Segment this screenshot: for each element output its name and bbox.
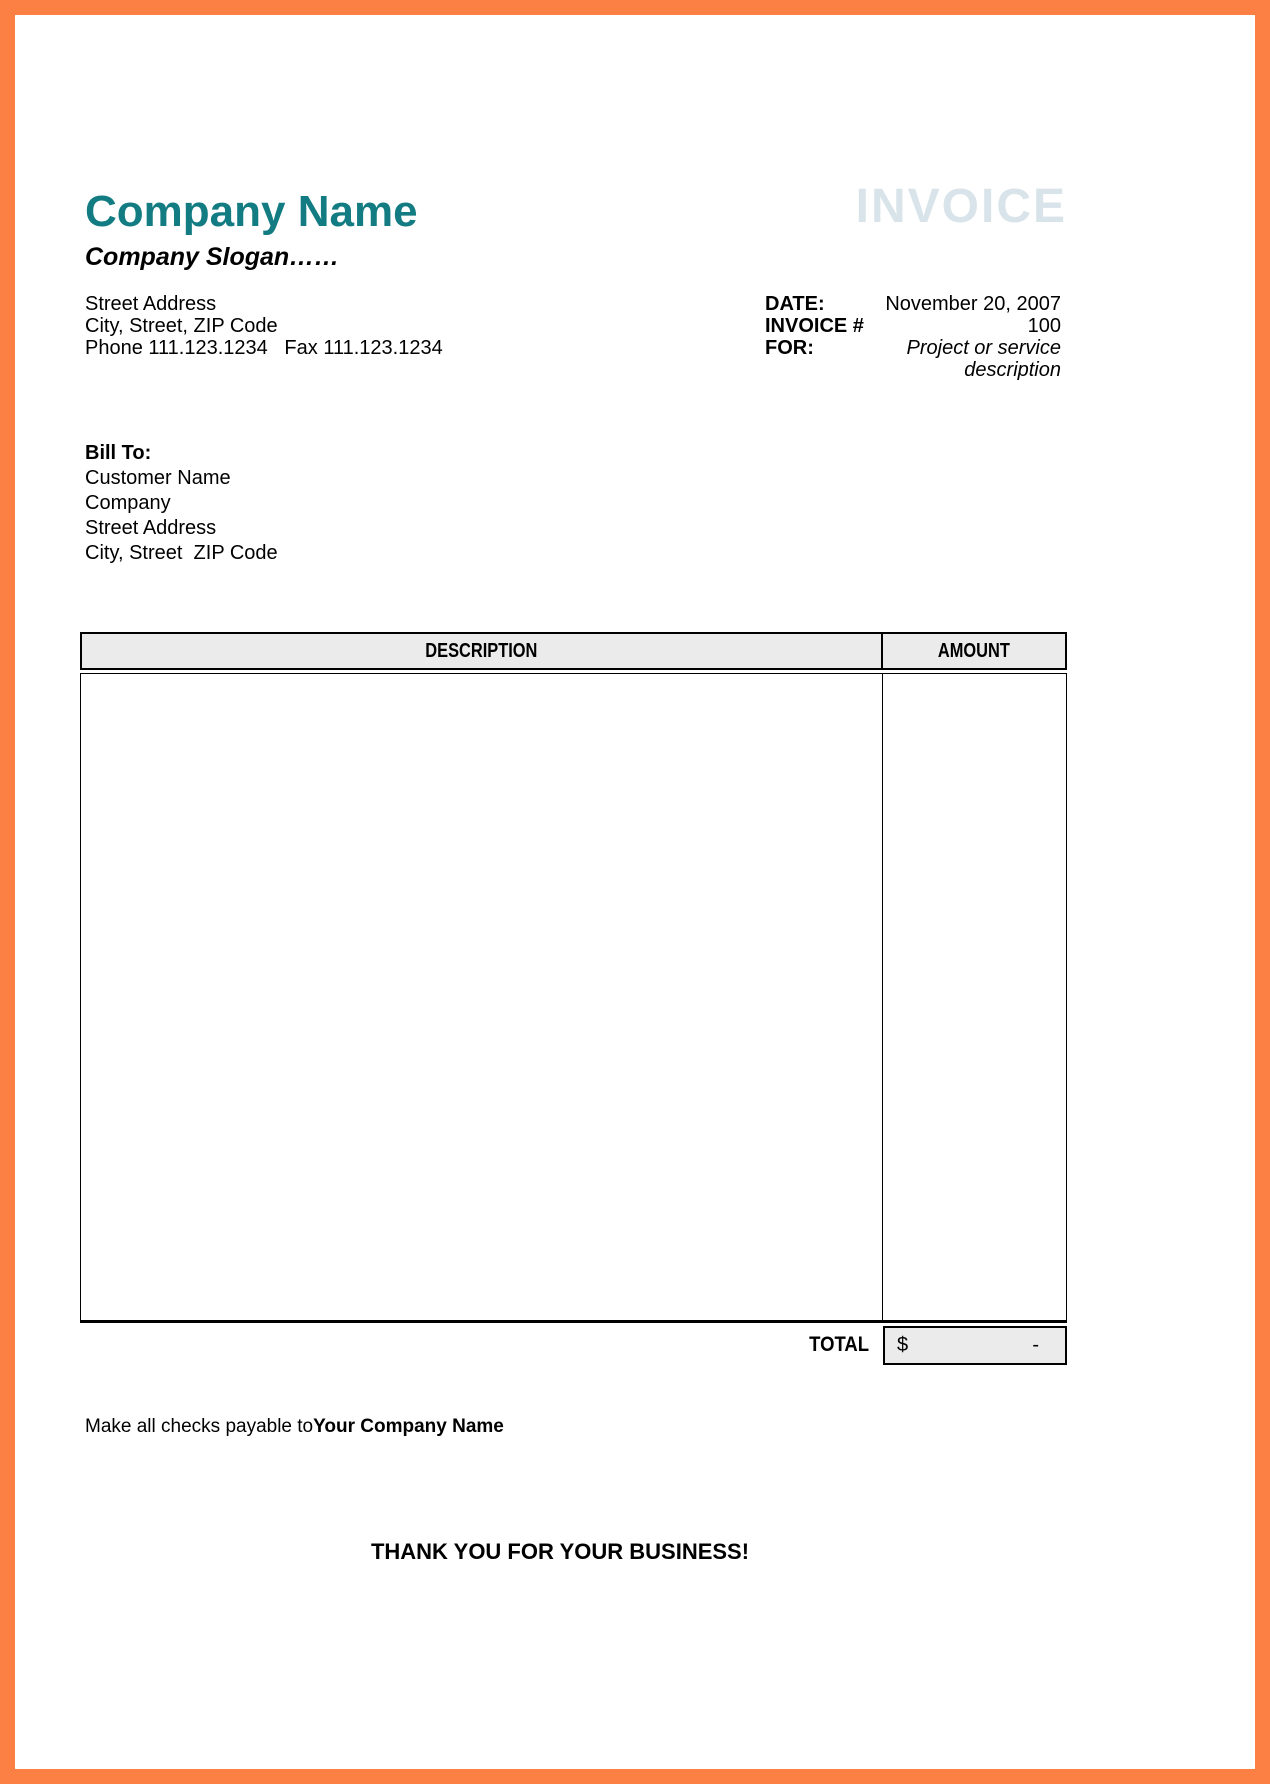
company-name: Company Name [85,187,418,236]
thank-you-message: THANK YOU FOR YOUR BUSINESS! [370,1539,750,1564]
bill-to-company: Company [85,492,171,514]
checks-payable-company: Your Company Name [313,1416,504,1437]
company-slogan: Company Slogan…… [85,243,340,271]
date-value: November 20, 2007 [885,293,1061,315]
invoice-date-row [765,293,1061,315]
invoice-info-block [765,293,1061,381]
total-amount-box [883,1326,1067,1365]
bill-to-block [85,441,278,566]
company-address-line-2: City, Street, ZIP Code [85,315,278,337]
description-column-cell [81,674,883,1320]
invoice-number-row [765,315,1061,337]
total-currency-symbol: $ [897,1334,909,1356]
description-header-label: DESCRIPTION [425,639,538,662]
amount-column-cell [883,674,1066,1320]
company-address-block [85,293,443,359]
company-address-line-1: Street Address [85,293,217,315]
company-phone-fax-line: Phone 111.123.1234 Fax 111.123.1234 [85,337,443,359]
column-header-amount [883,634,1065,668]
bill-to-street-address: Street Address [85,517,217,539]
for-value: Project or service description [906,337,1061,381]
checks-payable-text: Make all checks payable to [85,1416,314,1437]
bill-to-city-zip: City, Street ZIP Code [85,542,278,564]
column-header-description [82,634,883,668]
total-amount-value: - [1032,1334,1039,1356]
invoice-for-row [765,337,1061,381]
amount-header-label: AMOUNT [938,639,1010,662]
total-label-wrap [80,1333,869,1357]
invoice-number-value: 100 [1027,315,1061,337]
for-label: FOR: [765,337,814,359]
items-table-body [80,673,1067,1323]
invoice-number-label: INVOICE # [765,315,864,337]
date-label: DATE: [765,293,825,315]
checks-payable-note [85,1415,504,1439]
items-table-header [80,632,1067,670]
bill-to-customer-name: Customer Name [85,467,231,489]
invoice-title: INVOICE [855,180,1067,233]
bill-to-label: Bill To: [85,442,152,464]
total-label: TOTAL [809,1333,869,1356]
